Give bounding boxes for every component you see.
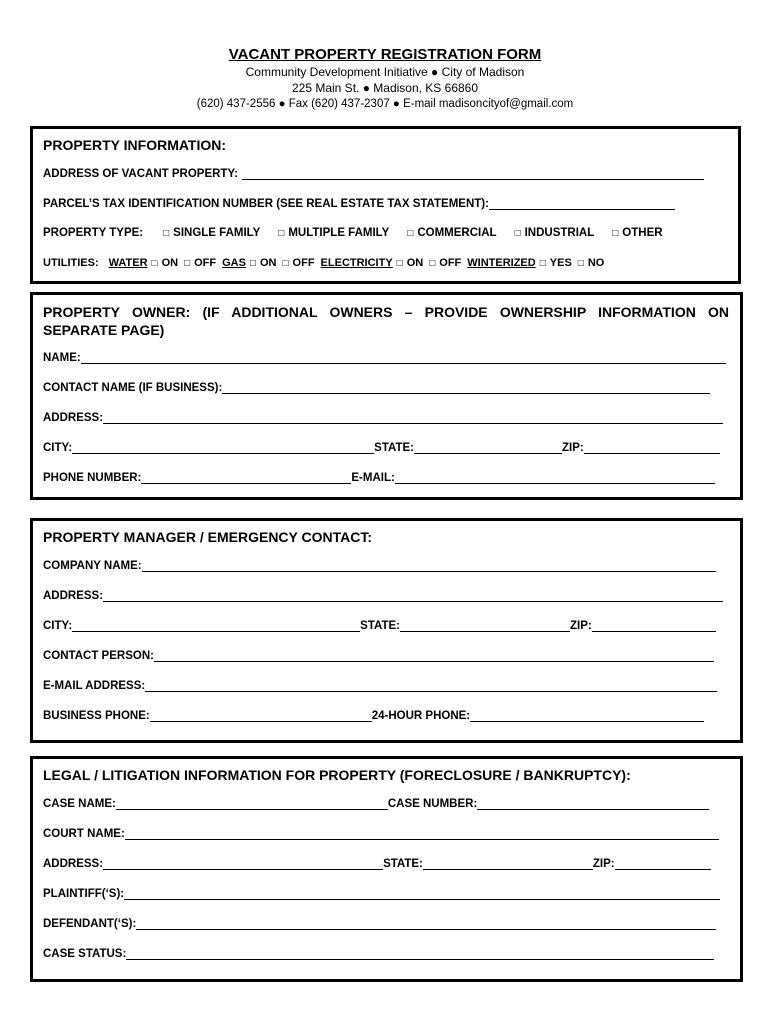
manager-email-row [43,679,717,692]
parcel-row [43,197,675,210]
address-row [43,167,704,180]
section-heading: LEGAL / LITIGATION INFORMATION FOR PROPERTY (FORECLOSURE / BANKRUPTCY): [43,767,631,783]
manager-company-label: COMPANY NAME: [43,560,142,572]
court-name-label: COURT NAME: [43,828,125,840]
utilities-label: UTILITIES: [43,257,99,269]
owner-email-label: E-MAIL: [351,472,395,484]
case-number-field[interactable] [477,797,709,810]
checkbox-icon: □ [429,257,436,269]
header-contact-line: (620) 437-2556 ● Fax (620) 437-2307 ● E-mail madisoncityof@gmail.com [196,98,574,110]
water-on-checkbox[interactable]: □ ON [151,257,179,269]
manager-24h-phone-label: 24-HOUR PHONE: [371,710,471,722]
manager-state-label: STATE: [360,620,400,632]
manager-city-field[interactable] [72,619,360,632]
manager-business-phone-label: BUSINESS PHONE: [43,710,150,722]
legal-court-row [43,827,719,840]
legal-address-field[interactable] [103,857,383,870]
property-type-label: PROPERTY TYPE: [43,227,144,239]
manager-city-label: CITY: [43,620,73,632]
owner-name-field[interactable] [81,351,726,364]
owner-address-field[interactable] [103,411,723,424]
winterized-yes-checkbox[interactable]: □ YES [539,257,572,269]
manager-address-field[interactable] [103,589,723,602]
winterized-label: WINTERIZED [467,257,536,269]
defendant-field[interactable] [136,917,716,930]
manager-address-row [43,589,723,602]
utilities-row [43,257,604,269]
owner-phone-row [43,471,715,484]
checkbox-icon: □ [407,227,414,239]
checkbox-icon: □ [539,257,546,269]
manager-email-field[interactable] [145,679,717,692]
electricity-on-checkbox[interactable]: □ ON [396,257,424,269]
legal-defendant-row [43,917,716,930]
plaintiff-label: PLAINTIFF(‘S): [43,888,125,900]
manager-24h-phone-field[interactable] [470,709,704,722]
owner-email-field[interactable] [395,471,715,484]
owner-phone-field[interactable] [141,471,351,484]
manager-contact-row [43,649,714,662]
case-name-field[interactable] [116,797,388,810]
owner-address-row [43,411,723,424]
owner-name-row [43,351,726,364]
owner-zip-label: ZIP: [562,442,584,454]
type-commercial-checkbox[interactable]: □ COMMERCIAL [407,227,497,239]
property-owner-section [30,292,743,500]
legal-plaintiff-row [43,887,720,900]
case-status-field[interactable] [126,947,714,960]
manager-email-label: E-MAIL ADDRESS: [43,680,146,692]
manager-address-label: ADDRESS: [43,590,104,602]
manager-contact-field[interactable] [154,649,714,662]
owner-phone-label: PHONE NUMBER: [43,472,142,484]
section-heading: PROPERTY INFORMATION: [43,137,227,153]
checkbox-icon: □ [612,227,619,239]
manager-contact-label: CONTACT PERSON: [43,650,154,662]
owner-zip-field[interactable] [584,441,720,454]
legal-address-label: ADDRESS: [43,858,104,870]
legal-zip-label: ZIP: [592,858,615,870]
winterized-no-checkbox[interactable]: □ NO [577,257,605,269]
legal-zip-field[interactable] [615,857,711,870]
owner-state-field[interactable] [414,441,562,454]
parcel-field[interactable] [489,197,675,210]
court-name-field[interactable] [125,827,719,840]
electricity-label: ELECTRICITY [320,257,393,269]
legal-case-row [43,797,709,810]
gas-on-checkbox[interactable]: □ ON [249,257,277,269]
property-type-row [43,227,663,239]
type-single-family-checkbox[interactable]: □ SINGLE FAMILY [163,227,261,239]
owner-contact-field[interactable] [222,381,710,394]
owner-address-label: ADDRESS: [43,412,104,424]
property-manager-section [30,518,743,743]
manager-business-phone-field[interactable] [150,709,372,722]
owner-city-field[interactable] [72,441,374,454]
owner-city-row [43,441,720,454]
checkbox-icon: □ [396,257,403,269]
section-heading: PROPERTY OWNER: (IF ADDITIONAL OWNERS – PROVIDE OWNERSHIP INFORMATION ON SEPARATE PAGE) [43,304,729,338]
electricity-off-checkbox[interactable]: □ OFF [429,257,462,269]
form-header [0,46,770,112]
header-org-line: Community Development Initiative ● City of Madison [245,65,525,79]
type-other-checkbox[interactable]: □ OTHER [612,227,663,239]
checkbox-icon: □ [249,257,256,269]
owner-contact-label: CONTACT NAME (IF BUSINESS): [43,382,223,394]
section-heading: PROPERTY MANAGER / EMERGENCY CONTACT: [43,529,373,545]
gas-label: GAS [222,257,246,269]
parcel-label: PARCEL’S TAX IDENTIFICATION NUMBER (SEE REAL ESTATE TAX STATEMENT): [43,198,489,210]
type-industrial-checkbox[interactable]: □ INDUSTRIAL [514,227,595,239]
defendant-label: DEFENDANT(‘S): [43,918,137,930]
water-off-checkbox[interactable]: □ OFF [184,257,217,269]
case-status-label: CASE STATUS: [43,948,127,960]
manager-company-field[interactable] [142,559,716,572]
checkbox-icon: □ [278,227,285,239]
legal-address-row [43,857,711,870]
gas-off-checkbox[interactable]: □ OFF [282,257,315,269]
checkbox-icon: □ [151,257,158,269]
manager-zip-field[interactable] [592,619,716,632]
plaintiff-field[interactable] [124,887,720,900]
owner-state-label: STATE: [374,442,414,454]
owner-city-label: CITY: [43,442,73,454]
checkbox-icon: □ [514,227,521,239]
form-title: VACANT PROPERTY REGISTRATION FORM [228,46,542,63]
checkbox-icon: □ [163,227,170,239]
manager-zip-label: ZIP: [570,620,592,632]
case-name-label: CASE NAME: [43,798,116,810]
address-field[interactable] [242,167,704,180]
manager-company-row [43,559,716,572]
manager-city-row [43,619,716,632]
property-information-section [30,126,741,284]
checkbox-icon: □ [577,257,584,269]
checkbox-icon: □ [184,257,191,269]
water-label: WATER [108,257,148,269]
manager-phone-row [43,709,704,722]
legal-status-row [43,947,714,960]
case-number-label: CASE NUMBER: [387,798,478,810]
legal-state-field[interactable] [423,857,593,870]
owner-contact-row [43,381,710,394]
legal-litigation-section [30,756,743,982]
owner-name-label: NAME: [43,352,81,364]
legal-state-label: STATE: [383,858,423,870]
manager-state-field[interactable] [400,619,570,632]
checkbox-icon: □ [282,257,289,269]
address-label: ADDRESS OF VACANT PROPERTY: [43,168,239,180]
header-address-line: 225 Main St. ● Madison, KS 66860 [291,81,479,95]
type-multiple-family-checkbox[interactable]: □ MULTIPLE FAMILY [278,227,390,239]
